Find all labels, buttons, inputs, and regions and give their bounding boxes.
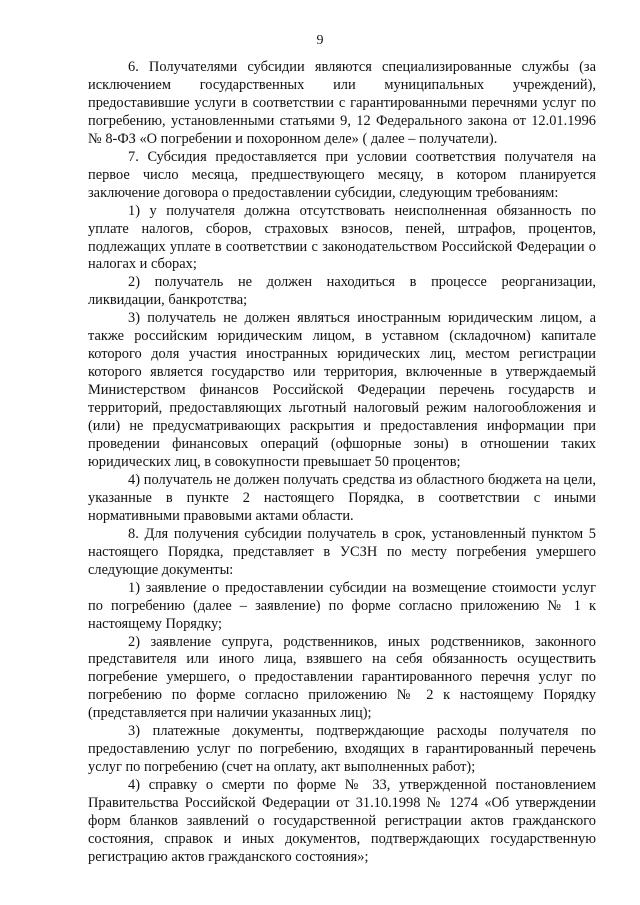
document-item-2: 2) заявление супруга, родственников, иных родственников, законного представителя или иного лица, взявшего на себя обязанность осуществить погребение умершего, о предоставлении гарантированного перечня услуг по погребению по форме согласно приложению № 2 к настоящему Порядку (представляется при наличии указанных лиц); bbox=[88, 633, 596, 722]
paragraph-7: 7. Субсидия предоставляется при условии соответствия получателя на первое число месяца, предшествующего месяцу, в котором планируется заключение договора о предоставлении субсидии, следующим требованиям: bbox=[88, 148, 596, 201]
paragraph-6: 6. Получателями субсидии являются специализированные службы (за исключением государственных или муниципальных учреждений), предоставившие услуги в соответствии с гарантированными перечнями услуг по погребению, установленными статьями 9, 12 Федерального закона от 12.01.1996 № 8-ФЗ «О погребении и похоронном деле» ( далее – получатели). bbox=[88, 59, 596, 147]
document-item-1: 1) заявление о предоставлении субсидии на возмещение стоимости услуг по погребению (далее – заявление) по форме согласно приложению № 1 к настоящему Порядку; bbox=[88, 579, 596, 632]
page-number: 9 bbox=[316, 33, 324, 48]
document-body bbox=[88, 59, 596, 867]
requirement-3: 3) получатель не должен являться иностранным юридическим лицом, а также российским юридическим лицом, в уставном (складочном) капитале которого доля участия иностранных юридических лиц, местом регистрации которого является государство или территория, включенные в утверждаемый Министерством финансов Российской Федерации перечень государств и территорий, предоставляющих льготный налоговый режим налогообложения и (или) не предусматривающих раскрытия и предоставления информации при проведении финансовых операций (офшорные зоны) в отношении таких юридических лиц, в совокупности превышает 50 процентов; bbox=[88, 310, 596, 470]
requirement-1: 1) у получателя должна отсутствовать неисполненная обязанность по уплате налогов, сборов, страховых взносов, пеней, штрафов, процентов, подлежащих уплате в соответствии с законодательством Российской Федерации о налогах и сборах; bbox=[88, 202, 596, 273]
document-item-4: 4) справку о смерти по форме № 33, утвержденной постановлением Правительства Российской Федерации от 31.10.1998 № 1274 «Об утверждении форм бланков заявлений о государственной регистрации актов гражданского состояния, справок и иных документов, подтверждающих государственную регистрацию актов гражданского состояния»; bbox=[88, 777, 596, 865]
requirement-4: 4) получатель не должен получать средства из областного бюджета на цели, указанные в пункте 2 настоящего Порядка, в соответствии с иными нормативными правовыми актами области. bbox=[88, 471, 596, 524]
paragraph-8: 8. Для получения субсидии получатель в срок, установленный пунктом 5 настоящего Порядка, представляет в УСЗН по месту погребения умершего следующие документы: bbox=[88, 525, 596, 578]
requirement-2: 2) получатель не должен находиться в процессе реорганизации, ликвидации, банкротства; bbox=[88, 274, 596, 309]
document-item-3: 3) платежные документы, подтверждающие расходы получателя по предоставлению услуг по погребению, входящих в гарантированный перечень услуг по погребению (счет на оплату, акт выполненных работ); bbox=[88, 723, 596, 776]
